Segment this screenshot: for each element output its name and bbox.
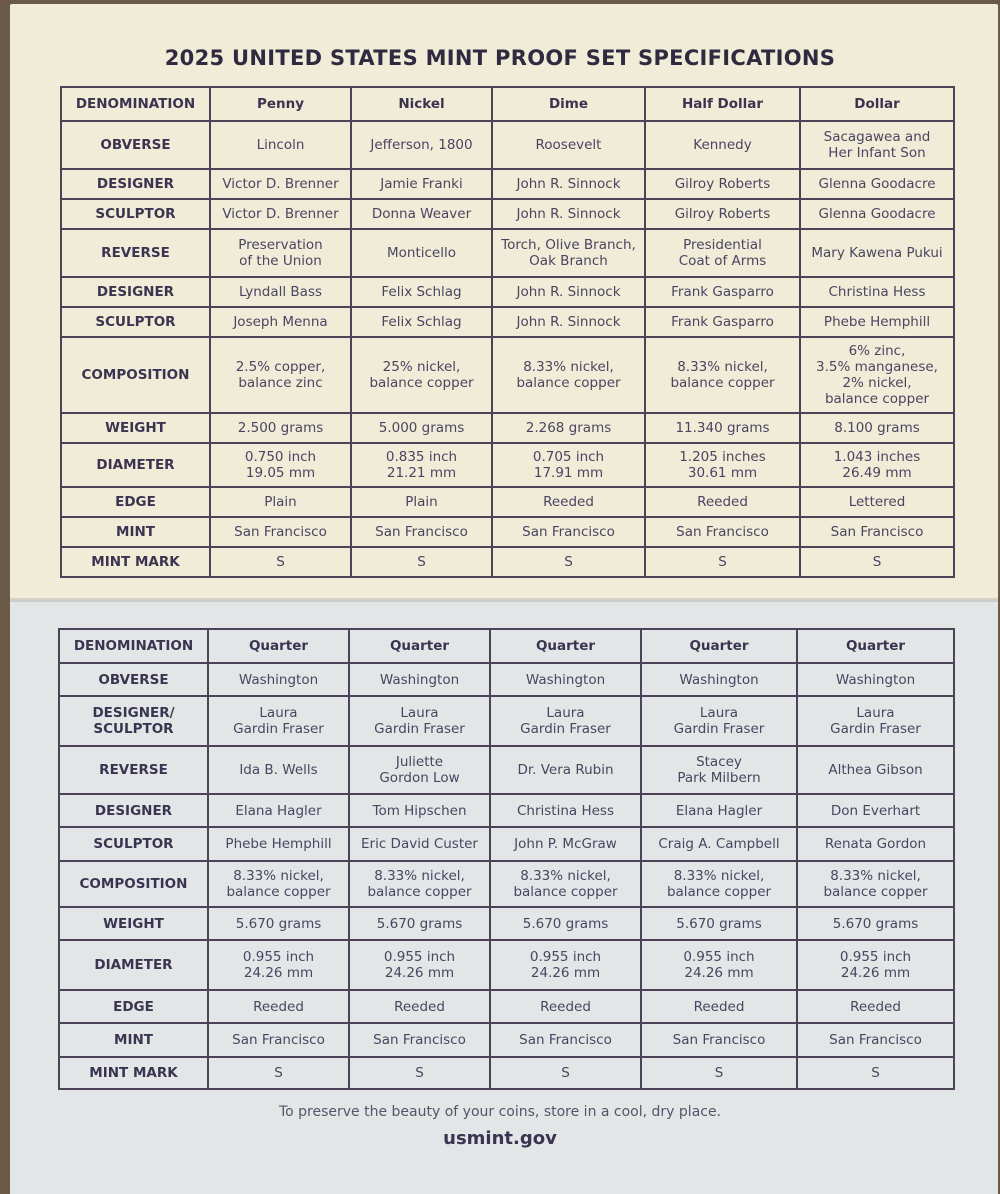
table-cell: Joseph Menna — [210, 307, 351, 337]
table-cell: 8.33% nickel, balance copper — [492, 337, 645, 413]
table-cell: Victor D. Brenner — [210, 169, 351, 199]
table-row — [59, 990, 954, 1023]
table-cell: Roosevelt — [492, 121, 645, 169]
row-label: MINT MARK — [61, 547, 210, 577]
table-cell: 8.33% nickel, balance copper — [208, 861, 349, 907]
table-cell: 1.205 inches 30.61 mm — [645, 443, 800, 487]
table-cell: Preservation of the Union — [210, 229, 351, 277]
table-cell: John R. Sinnock — [492, 169, 645, 199]
table-cell: Elana Hagler — [641, 794, 797, 827]
table-cell: 5.670 grams — [208, 907, 349, 940]
table-cell: Dr. Vera Rubin — [490, 746, 641, 794]
table-cell: Reeded — [492, 487, 645, 517]
table-cell: John P. McGraw — [490, 827, 641, 861]
table-cell: Glenna Goodacre — [800, 199, 954, 229]
table-row — [61, 229, 954, 277]
table-cell: 0.955 inch 24.26 mm — [208, 940, 349, 990]
table-row — [59, 940, 954, 990]
row-label: DESIGNER — [59, 794, 208, 827]
row-label: DIAMETER — [59, 940, 208, 990]
table-cell: Tom Hipschen — [349, 794, 490, 827]
table-cell: 8.33% nickel, balance copper — [645, 337, 800, 413]
table-cell: 0.705 inch 17.91 mm — [492, 443, 645, 487]
card-fold-line — [10, 598, 998, 602]
table-row — [61, 517, 954, 547]
table-cell: Phebe Hemphill — [208, 827, 349, 861]
row-label: DIAMETER — [61, 443, 210, 487]
page-title: 2025 UNITED STATES MINT PROOF SET SPECIFICATIONS — [164, 46, 836, 70]
table-cell: San Francisco — [797, 1023, 954, 1057]
table-cell: 5.670 grams — [349, 907, 490, 940]
row-label: WEIGHT — [59, 907, 208, 940]
table-cell: Donna Weaver — [351, 199, 492, 229]
table-cell: 11.340 grams — [645, 413, 800, 443]
table-cell: Washington — [797, 663, 954, 696]
table-header-row — [59, 629, 954, 663]
table-cell: Laura Gardin Fraser — [797, 696, 954, 746]
table-row — [61, 199, 954, 229]
website-link[interactable]: usmint.gov — [443, 1128, 557, 1149]
table-row — [59, 746, 954, 794]
table-cell: 2.5% copper, balance zinc — [210, 337, 351, 413]
table-cell: 0.835 inch 21.21 mm — [351, 443, 492, 487]
column-header: Quarter — [797, 629, 954, 663]
table-cell: S — [208, 1057, 349, 1089]
column-header-label: DENOMINATION — [59, 629, 208, 663]
table-row — [59, 794, 954, 827]
table-cell: 6% zinc, 3.5% manganese, 2% nickel, balance copper — [800, 337, 954, 413]
table-row — [59, 1057, 954, 1089]
table-cell: S — [645, 547, 800, 577]
table-row — [61, 547, 954, 577]
table-cell: Presidential Coat of Arms — [645, 229, 800, 277]
column-header: Dime — [492, 87, 645, 121]
row-label: COMPOSITION — [59, 861, 208, 907]
table-row — [61, 443, 954, 487]
row-label: SCULPTOR — [61, 307, 210, 337]
table-cell: Laura Gardin Fraser — [641, 696, 797, 746]
table-row — [59, 1023, 954, 1057]
table-row — [61, 277, 954, 307]
column-header: Penny — [210, 87, 351, 121]
table-cell: Reeded — [641, 990, 797, 1023]
table-cell: Sacagawea and Her Infant Son — [800, 121, 954, 169]
table-row — [61, 169, 954, 199]
row-label: REVERSE — [59, 746, 208, 794]
row-label: SCULPTOR — [61, 199, 210, 229]
table-cell: Felix Schlag — [351, 307, 492, 337]
table-cell: San Francisco — [349, 1023, 490, 1057]
table-cell: 8.33% nickel, balance copper — [797, 861, 954, 907]
table-cell: San Francisco — [210, 517, 351, 547]
table-cell: S — [641, 1057, 797, 1089]
table-cell: 0.955 inch 24.26 mm — [349, 940, 490, 990]
table-cell: 5.000 grams — [351, 413, 492, 443]
table-cell: Frank Gasparro — [645, 277, 800, 307]
row-label: COMPOSITION — [61, 337, 210, 413]
table-cell: Lettered — [800, 487, 954, 517]
table-cell: Glenna Goodacre — [800, 169, 954, 199]
table-cell: Frank Gasparro — [645, 307, 800, 337]
row-label: MINT MARK — [59, 1057, 208, 1089]
table-cell: Gilroy Roberts — [645, 169, 800, 199]
table-cell: Washington — [641, 663, 797, 696]
table-cell: 0.955 inch 24.26 mm — [490, 940, 641, 990]
table-cell: San Francisco — [645, 517, 800, 547]
table-cell: Felix Schlag — [351, 277, 492, 307]
table-cell: Ida B. Wells — [208, 746, 349, 794]
table-cell: Lincoln — [210, 121, 351, 169]
table-cell: S — [351, 547, 492, 577]
table-cell: Plain — [210, 487, 351, 517]
table-cell: San Francisco — [492, 517, 645, 547]
column-header: Quarter — [490, 629, 641, 663]
row-label: SCULPTOR — [59, 827, 208, 861]
table-cell: Juliette Gordon Low — [349, 746, 490, 794]
table-cell: Laura Gardin Fraser — [490, 696, 641, 746]
table-cell: Christina Hess — [490, 794, 641, 827]
column-header-label: DENOMINATION — [61, 87, 210, 121]
table-cell: S — [800, 547, 954, 577]
column-header: Dollar — [800, 87, 954, 121]
table-cell: 8.33% nickel, balance copper — [641, 861, 797, 907]
table-cell: Monticello — [351, 229, 492, 277]
table-cell: San Francisco — [641, 1023, 797, 1057]
table-cell: Jefferson, 1800 — [351, 121, 492, 169]
column-header: Quarter — [208, 629, 349, 663]
table-cell: 2.500 grams — [210, 413, 351, 443]
table-cell: Kennedy — [645, 121, 800, 169]
table-cell: San Francisco — [490, 1023, 641, 1057]
row-label: MINT — [61, 517, 210, 547]
table-cell: Lyndall Bass — [210, 277, 351, 307]
table-cell: Jamie Franki — [351, 169, 492, 199]
table-cell: 0.955 inch 24.26 mm — [641, 940, 797, 990]
storage-note: To preserve the beauty of your coins, store in a cool, dry place. — [278, 1104, 722, 1120]
table-cell: 8.100 grams — [800, 413, 954, 443]
table-cell: 1.043 inches 26.49 mm — [800, 443, 954, 487]
row-label: MINT — [59, 1023, 208, 1057]
row-label: DESIGNER — [61, 277, 210, 307]
table-row — [59, 663, 954, 696]
table-cell: Christina Hess — [800, 277, 954, 307]
table-cell: Washington — [208, 663, 349, 696]
table-row — [59, 907, 954, 940]
table-cell: Renata Gordon — [797, 827, 954, 861]
table-cell: Victor D. Brenner — [210, 199, 351, 229]
table-cell: John R. Sinnock — [492, 199, 645, 229]
table-row — [61, 121, 954, 169]
row-label: EDGE — [59, 990, 208, 1023]
table-cell: S — [797, 1057, 954, 1089]
table-cell: San Francisco — [351, 517, 492, 547]
table-cell: 5.670 grams — [797, 907, 954, 940]
table-cell: Plain — [351, 487, 492, 517]
table-row — [59, 861, 954, 907]
table-row — [59, 827, 954, 861]
row-label: OBVERSE — [61, 121, 210, 169]
table-cell: Laura Gardin Fraser — [349, 696, 490, 746]
spec-table-quarters — [58, 628, 955, 1090]
table-cell: 8.33% nickel, balance copper — [349, 861, 490, 907]
table-cell: Althea Gibson — [797, 746, 954, 794]
spec-table-coins — [60, 86, 955, 578]
table-cell: Craig A. Campbell — [641, 827, 797, 861]
table-cell: 5.670 grams — [490, 907, 641, 940]
table-cell: San Francisco — [208, 1023, 349, 1057]
table-cell: Stacey Park Milbern — [641, 746, 797, 794]
table-cell: Laura Gardin Fraser — [208, 696, 349, 746]
table-cell: Washington — [349, 663, 490, 696]
row-label: REVERSE — [61, 229, 210, 277]
table-cell: Reeded — [490, 990, 641, 1023]
table-cell: Phebe Hemphill — [800, 307, 954, 337]
table-cell: Gilroy Roberts — [645, 199, 800, 229]
table-row — [59, 696, 954, 746]
table-cell: 0.955 inch 24.26 mm — [797, 940, 954, 990]
column-header: Quarter — [641, 629, 797, 663]
table-cell: Mary Kawena Pukui — [800, 229, 954, 277]
row-label: OBVERSE — [59, 663, 208, 696]
row-label: EDGE — [61, 487, 210, 517]
table-cell: 25% nickel, balance copper — [351, 337, 492, 413]
table-header-row — [61, 87, 954, 121]
table-cell: Washington — [490, 663, 641, 696]
table-cell: Reeded — [797, 990, 954, 1023]
table-cell: S — [349, 1057, 490, 1089]
row-label: WEIGHT — [61, 413, 210, 443]
column-header: Half Dollar — [645, 87, 800, 121]
table-cell: John R. Sinnock — [492, 307, 645, 337]
column-header: Nickel — [351, 87, 492, 121]
table-cell: Eric David Custer — [349, 827, 490, 861]
table-cell: Reeded — [645, 487, 800, 517]
table-cell: Don Everhart — [797, 794, 954, 827]
table-cell: Elana Hagler — [208, 794, 349, 827]
table-cell: S — [210, 547, 351, 577]
table-cell: Reeded — [349, 990, 490, 1023]
row-label: DESIGNER/ SCULPTOR — [59, 696, 208, 746]
table-row — [61, 413, 954, 443]
table-row — [61, 487, 954, 517]
table-cell: 0.750 inch 19.05 mm — [210, 443, 351, 487]
table-cell: S — [490, 1057, 641, 1089]
row-label: DESIGNER — [61, 169, 210, 199]
table-row — [61, 307, 954, 337]
table-cell: 8.33% nickel, balance copper — [490, 861, 641, 907]
table-cell: John R. Sinnock — [492, 277, 645, 307]
table-row — [61, 337, 954, 413]
table-cell: San Francisco — [800, 517, 954, 547]
table-cell: S — [492, 547, 645, 577]
column-header: Quarter — [349, 629, 490, 663]
table-cell: 2.268 grams — [492, 413, 645, 443]
table-cell: Reeded — [208, 990, 349, 1023]
table-cell: 5.670 grams — [641, 907, 797, 940]
table-cell: Torch, Olive Branch, Oak Branch — [492, 229, 645, 277]
